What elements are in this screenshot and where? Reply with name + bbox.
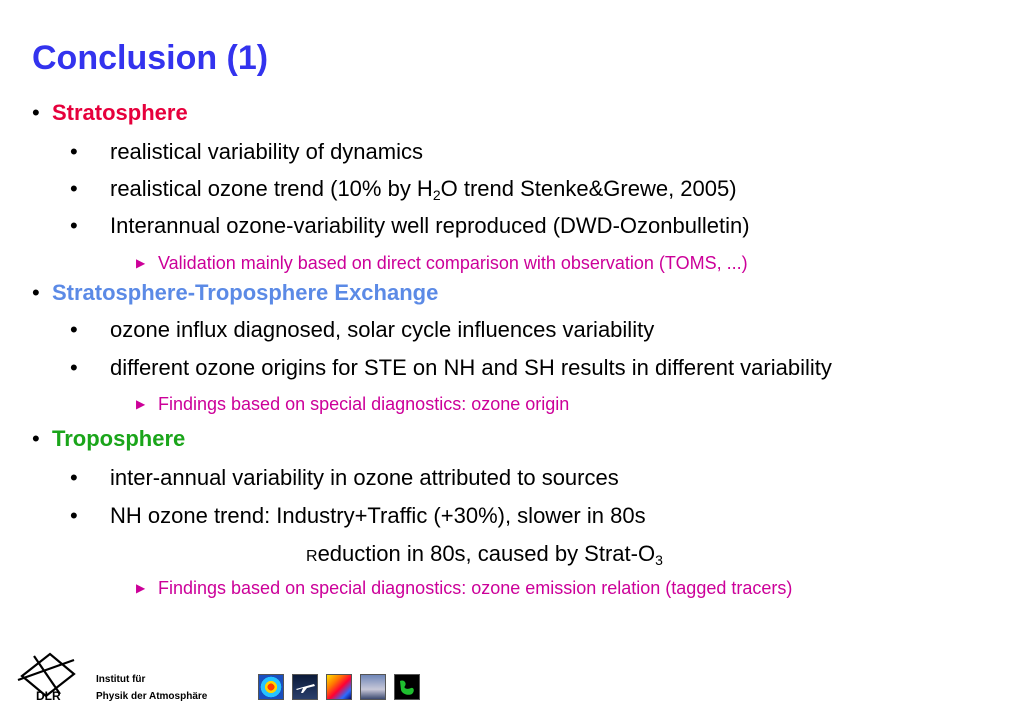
section-heading-stratosphere — [32, 99, 188, 127]
sub-bullet-icon: • — [70, 213, 78, 238]
item-text: ozone influx diagnosed, solar cycle influences variability — [110, 317, 655, 342]
list-item — [70, 175, 737, 203]
note-text: Validation mainly based on direct comparison with observation (TOMS, ...) — [158, 253, 748, 273]
dlr-logo — [16, 650, 80, 702]
arrow-right-icon: ▶ — [136, 256, 146, 270]
bullet-icon: • — [32, 100, 40, 125]
item-text: NH ozone trend: Industry+Traffic (+30%), slower in 80s — [110, 503, 646, 528]
list-item — [70, 212, 750, 240]
item-text: different ozone origins for STE on NH and SH results in different variability — [110, 355, 832, 380]
continuation-text: eduction in 80s, caused by Strat-O — [317, 541, 656, 566]
earth-icon — [395, 675, 419, 699]
item-text: inter-annual variability in ozone attributed to sources — [110, 465, 619, 490]
first-letter: R — [306, 548, 318, 565]
sub-bullet-icon: • — [70, 465, 78, 490]
heading-label: Stratosphere-Troposphere Exchange — [52, 280, 439, 305]
list-item — [70, 464, 619, 492]
dlr-logo-icon — [16, 650, 80, 702]
page-title: Conclusion (1) — [32, 39, 269, 77]
heading-label: Troposphere — [52, 426, 186, 451]
earth-thumbnail — [394, 674, 420, 700]
subscript: 3 — [655, 552, 663, 568]
sub-note — [136, 576, 792, 600]
aircraft-icon — [293, 675, 317, 699]
item-text: realistical variability of dynamics — [110, 139, 423, 164]
item-text-cont: O trend Stenke&Grewe, 2005) — [440, 176, 737, 201]
item-text: Interannual ozone-variability well reproduced (DWD-Ozonbulletin) — [110, 213, 750, 238]
section-heading-ste — [32, 279, 438, 307]
heatmap-thumbnail — [326, 674, 352, 700]
arrow-right-icon: ▶ — [136, 397, 146, 411]
institute-line-2: Physik der Atmosphäre — [96, 691, 208, 702]
continuation-line — [306, 540, 663, 571]
heading-label: Stratosphere — [52, 100, 188, 125]
note-text: Findings based on special diagnostics: ozone origin — [158, 394, 570, 414]
aircraft-thumbnail — [292, 674, 318, 700]
list-item — [70, 354, 832, 382]
sub-note — [136, 251, 748, 275]
sub-bullet-icon: • — [70, 355, 78, 380]
list-item — [70, 502, 646, 530]
sub-bullet-icon: • — [70, 139, 78, 164]
bullet-icon: • — [32, 426, 40, 451]
section-heading-troposphere — [32, 425, 185, 453]
list-item — [70, 138, 423, 166]
list-item — [70, 316, 654, 344]
sub-bullet-icon: • — [70, 176, 78, 201]
arrow-right-icon: ▶ — [136, 581, 146, 595]
cloud-thumbnail — [360, 674, 386, 700]
sub-bullet-icon: • — [70, 503, 78, 528]
bullet-icon: • — [32, 280, 40, 305]
ozone-map-thumbnail — [258, 674, 284, 700]
sub-note — [136, 392, 569, 416]
institute-line-1: Institut für — [96, 674, 146, 685]
item-text: realistical ozone trend (10% by H — [110, 176, 433, 201]
note-text: Findings based on special diagnostics: ozone emission relation (tagged tracers) — [158, 578, 793, 598]
subscript: 2 — [432, 187, 441, 203]
sub-bullet-icon: • — [70, 317, 78, 342]
institute-name — [96, 671, 207, 705]
logo-text: DLR — [36, 689, 61, 702]
